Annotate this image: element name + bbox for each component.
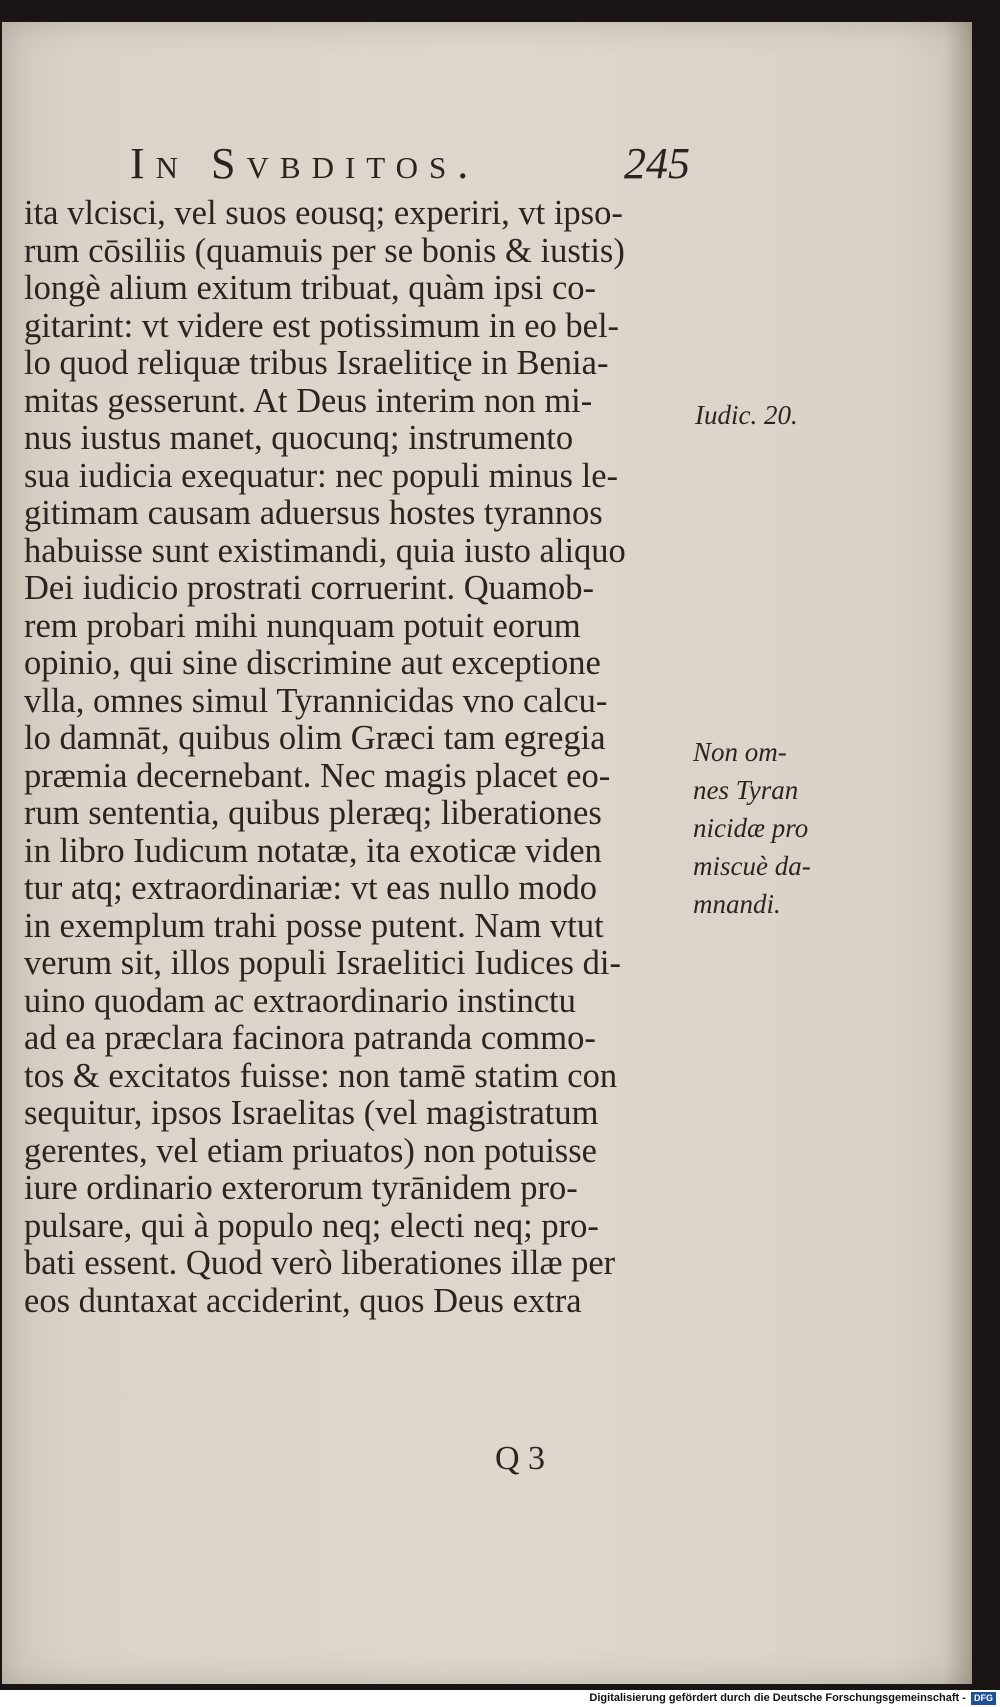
text-line: rum sententia, quibus pleræq; liberationes xyxy=(24,795,602,832)
text-line: gitimam causam aduersus hostes tyrannos xyxy=(24,495,603,532)
digitization-credit xyxy=(589,1690,996,1707)
body-text xyxy=(24,195,689,1320)
text-line: pulsare, qui à populo neq; electi neq; pro- xyxy=(24,1207,599,1245)
margin-note-line: mnandi. xyxy=(693,889,781,919)
text-line: ad ea præclara facinora patranda commo- xyxy=(24,1020,596,1057)
margin-note-line: nicidæ pro xyxy=(693,813,809,843)
text-line: ita vlcisci, vel suos eousq; experiri, vt ipso- xyxy=(24,195,623,232)
margin-note-judic: Iudic. 20. xyxy=(695,400,798,430)
text-line: nus iustus manet, quocunq; instrumento xyxy=(24,420,574,457)
dfg-logo: DFG xyxy=(971,1692,996,1705)
margin-note-line: Non om- xyxy=(693,737,787,767)
text-line: lo quod reliquæ tribus Israelitic̨e in Benia- xyxy=(24,345,609,382)
page-number: 245 xyxy=(624,139,690,188)
text-line: sua iudicia exequatur: nec populi minus le- xyxy=(24,457,618,495)
text-line: in exemplum trahi posse putent. Nam vtut xyxy=(24,907,604,945)
margin-note-line: nes Tyran xyxy=(693,775,799,805)
text-line: longè alium exitum tribuat, quàm ipsi co- xyxy=(24,270,597,307)
text-line: mitas gesserunt. At Deus interim non mi- xyxy=(24,382,593,420)
text-line: rem probari mihi nunquam potuit eorum xyxy=(24,607,581,645)
credit-text: Digitalisierung gefördert durch die Deutsche Forschungsgemeinschaft - xyxy=(589,1692,966,1704)
text-line: bati essent. Quod verò liberationes illæ per xyxy=(24,1245,616,1282)
text-line: gitarint: vt videre est potissimum in eo bel- xyxy=(24,307,620,345)
text-line: tur atq; extraordinariæ: vt eas nullo modo xyxy=(24,870,597,907)
text-line: rum cōsiliis (quamuis per se bonis & iustis) xyxy=(24,232,625,270)
text-line: gerentes, vel etiam priuatos) non potuisse xyxy=(24,1132,597,1170)
text-line: sequitur, ipsos Israelitas (vel magistratum xyxy=(24,1095,599,1132)
text-line: lo damnāt, quibus olim Græci tam egregia xyxy=(24,720,606,757)
text-line: verum sit, illos populi Israelitici Iudices di- xyxy=(24,945,621,982)
running-head xyxy=(130,138,690,188)
text-line: uino quodam ac extraordinario instinctu xyxy=(24,982,576,1020)
text-line: Dei iudicio prostrati corruerint. Quamob- xyxy=(24,570,595,607)
text-line: vlla, omnes simul Tyrannicidas vno calcu- xyxy=(24,682,608,720)
text-line: tos & excitatos fuisse: non tamē statim con xyxy=(24,1057,618,1095)
margin-note-non-omnes xyxy=(693,733,811,923)
text-line: eos duntaxat acciderint, quos Deus extra xyxy=(24,1282,582,1320)
text-line: præmia decernebant. Nec magis placet eo- xyxy=(24,757,611,795)
margin-note-line: miscuè da- xyxy=(693,851,811,881)
signature-mark: Q 3 xyxy=(495,1440,546,1477)
text-line: habuisse sunt existimandi, quia iusto aliquo xyxy=(24,532,626,570)
running-title: In Svbditos. xyxy=(130,139,480,188)
text-line: iure ordinario exterorum tyrānidem pro- xyxy=(24,1170,578,1207)
text-line: in libro Iudicum notatæ, ita exoticæ viden xyxy=(24,832,602,870)
text-line: opinio, qui sine discrimine aut exceptione xyxy=(24,645,601,682)
